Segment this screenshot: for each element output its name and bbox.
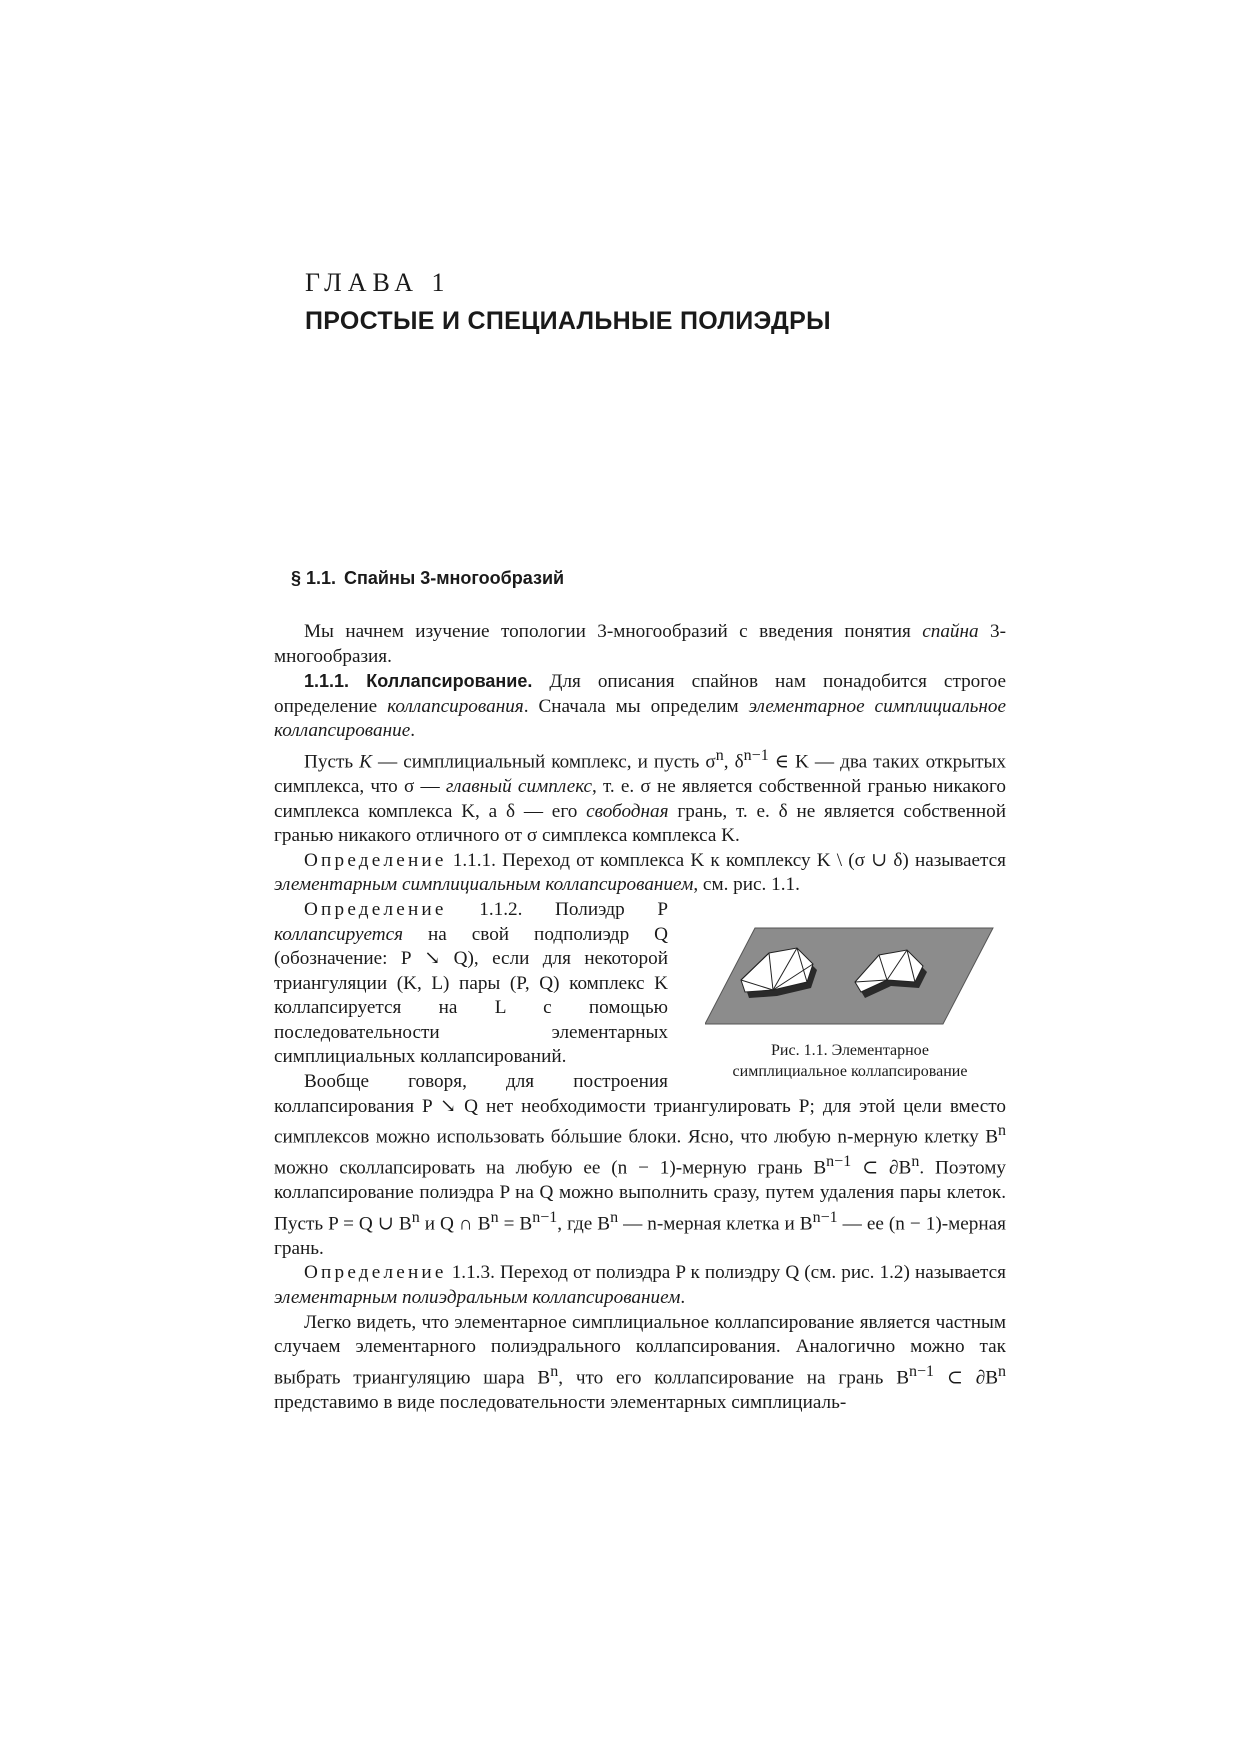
paragraph-collapse: 1.1.1. Коллапсирование. Для описания спайнов нам понадобится строгое определение коллапсирования. Сначала мы определим элементарное симплициальное коллапсирование. bbox=[274, 671, 1006, 742]
paragraph-final: Легко видеть, что элементарное симплициальное коллапсирование является частным случаем элементарного полиэдрального коллапсирования. Аналогично можно так выбрать триангуляцию шара $B^n$, что его коллапсирование на грань $B^{n-1}$ ⊂ $\partial B^n$ представимо в виде последовательности элементарных симплициаль- bbox=[274, 1311, 1006, 1413]
section-title: Спайны 3-многообразий bbox=[344, 568, 565, 588]
chapter-label: ГЛАВА 1 bbox=[305, 268, 451, 297]
section-number: § 1.1. bbox=[291, 568, 337, 588]
body-text bbox=[274, 620, 1006, 1415]
paragraph-intro: Мы начнем изучение топологии 3-многообразий с введения понятия спайна 3-многообразия. bbox=[274, 621, 1006, 667]
collapse-figure bbox=[705, 926, 995, 1026]
chapter-title: ПРОСТЫЕ И СПЕЦИАЛЬНЫЕ ПОЛИЭДРЫ bbox=[305, 307, 831, 335]
definition-1-1-2: Определение 1.1.2. Полиэдр P коллапсируется на свой подполиэдр Q (обозначение: P ↘ Q), если для некоторой триангуляции (K, L) пары (P, Q) комплекс K коллапсируется на L с помощью последовательности элементарных симплициальных коллапсирований. bbox=[274, 898, 669, 1068]
section-heading bbox=[291, 568, 564, 589]
definition-1-1-1: Определение 1.1.1. Переход от комплекса K к комплексу K \ (σ ∪ δ) называется элементарным симплициальным коллапсированием, см. рис. 1.1. bbox=[274, 849, 1007, 896]
definition-1-1-3: Определение 1.1.3. Переход от полиэдра P к полиэдру Q (см. рис. 1.2) называется элементарным полиэдральным коллапсированием. bbox=[274, 1262, 1007, 1308]
paragraph-general: Вообще говоря, для построения коллапсирования P ↘ Q нет необходимости триангулировать P; для этой цели вместо симплексов можно использовать бóльшие блоки. Ясно, что любую n-мерную клетку $B^n$ можно сколлапсировать на любую ее (n − 1)-мерную грань $B^{n-1}$ ⊂ $\partial B^n$. Поэтому коллапсирование полиэдра P на Q можно выполнить сразу, путем удаления пары клеток. Пусть P = Q ∪ $B^n$ и Q ∩ $B^n = B^{n-1}$, где $B^n$ — n-мерная клетка и $B^{n-1}$ — ее (n − 1)-мерная грань. bbox=[274, 1071, 1006, 1259]
figure-caption: Рис. 1.1. Элементарное симплициальное коллапсирование bbox=[732, 1041, 968, 1080]
subsection-heading: 1.1.1. Коллапсирование. bbox=[304, 671, 533, 692]
paragraph-simplex: Пусть K — симплициальный комплекс, и пусть $\sigma^n$, $\delta^{n-1}$ ∈ K — два таких открытых симплекса, что σ — главный симплекс, т. е. σ не является собственной гранью никакого симплекса комплекса K, а δ — его свободная грань, т. е. δ не является собственной гранью никакого отличного от σ симплекса комплекса K. bbox=[274, 746, 1007, 847]
figure-1-1 bbox=[694, 902, 1006, 1082]
